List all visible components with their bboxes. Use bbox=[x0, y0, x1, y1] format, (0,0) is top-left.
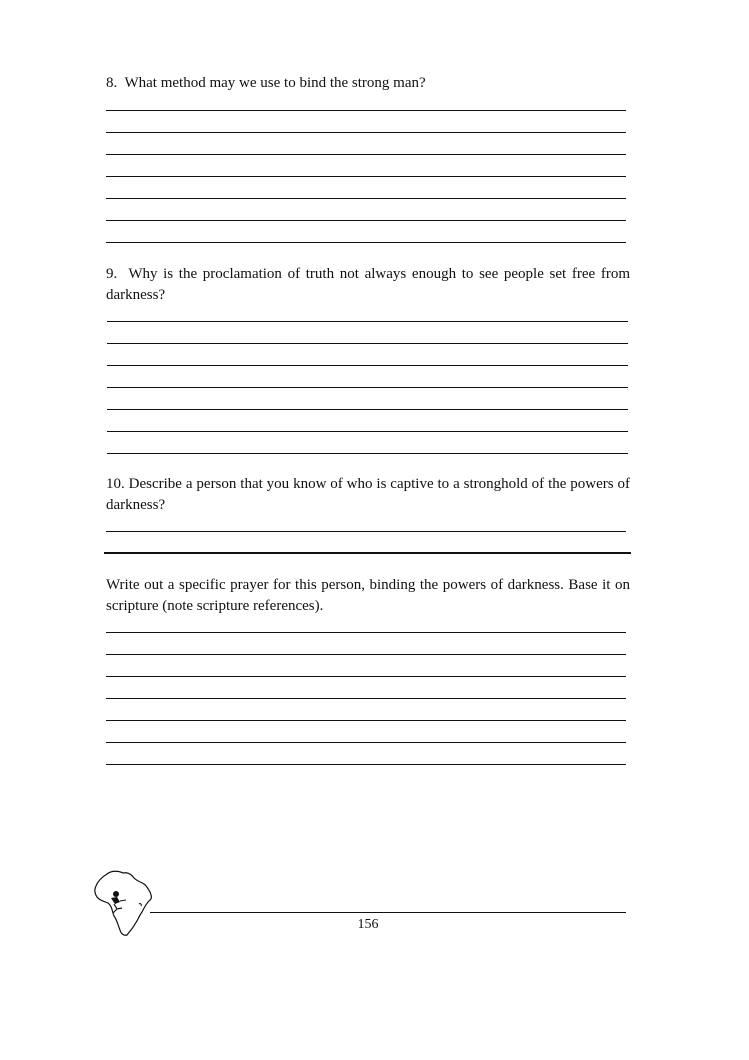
answer-line[interactable] bbox=[107, 387, 628, 388]
answer-line[interactable] bbox=[106, 698, 626, 699]
answer-line[interactable] bbox=[107, 365, 628, 366]
question-8-text bbox=[106, 73, 630, 94]
section-divider bbox=[104, 552, 631, 554]
answer-line[interactable] bbox=[106, 110, 626, 111]
answer-line[interactable] bbox=[106, 154, 626, 155]
answer-line[interactable] bbox=[106, 654, 626, 655]
answer-line[interactable] bbox=[106, 764, 626, 765]
question-8-number: 8. bbox=[106, 75, 118, 91]
answer-line[interactable] bbox=[107, 409, 628, 410]
question-10-text bbox=[106, 474, 630, 516]
answer-line[interactable] bbox=[106, 720, 626, 721]
prayer-prompt-text: Write out a specific prayer for this person, binding the powers of darkness. Base it on scripture (note scripture references). bbox=[106, 577, 630, 614]
question-8-prompt: What method may we use to bind the strong man? bbox=[124, 75, 426, 91]
answer-line[interactable] bbox=[106, 198, 626, 199]
question-9 bbox=[106, 264, 630, 306]
africa-map-icon bbox=[93, 868, 155, 940]
page-number: 156 bbox=[357, 917, 379, 932]
answer-line[interactable] bbox=[106, 676, 626, 677]
answer-line[interactable] bbox=[106, 531, 626, 532]
answer-line[interactable] bbox=[106, 132, 626, 133]
question-10 bbox=[106, 474, 630, 516]
answer-line[interactable] bbox=[107, 453, 628, 454]
answer-line[interactable] bbox=[107, 343, 628, 344]
question-10-prompt: Describe a person that you know of who is captive to a stronghold of the powers of darkness? bbox=[106, 476, 631, 513]
question-9-text bbox=[106, 264, 630, 306]
footer-rule bbox=[150, 912, 626, 913]
answer-line[interactable] bbox=[106, 632, 626, 633]
answer-line[interactable] bbox=[107, 431, 628, 432]
question-10-number: 10. bbox=[106, 476, 125, 492]
question-9-prompt: Why is the proclamation of truth not always enough to see people set free from darkness? bbox=[106, 266, 630, 303]
answer-line[interactable] bbox=[106, 220, 626, 221]
question-9-number: 9. bbox=[106, 266, 118, 282]
answer-line[interactable] bbox=[106, 176, 626, 177]
prayer-prompt bbox=[106, 575, 630, 617]
answer-line[interactable] bbox=[106, 242, 626, 243]
question-8 bbox=[106, 73, 630, 94]
answer-line[interactable] bbox=[106, 742, 626, 743]
answer-line[interactable] bbox=[107, 321, 628, 322]
